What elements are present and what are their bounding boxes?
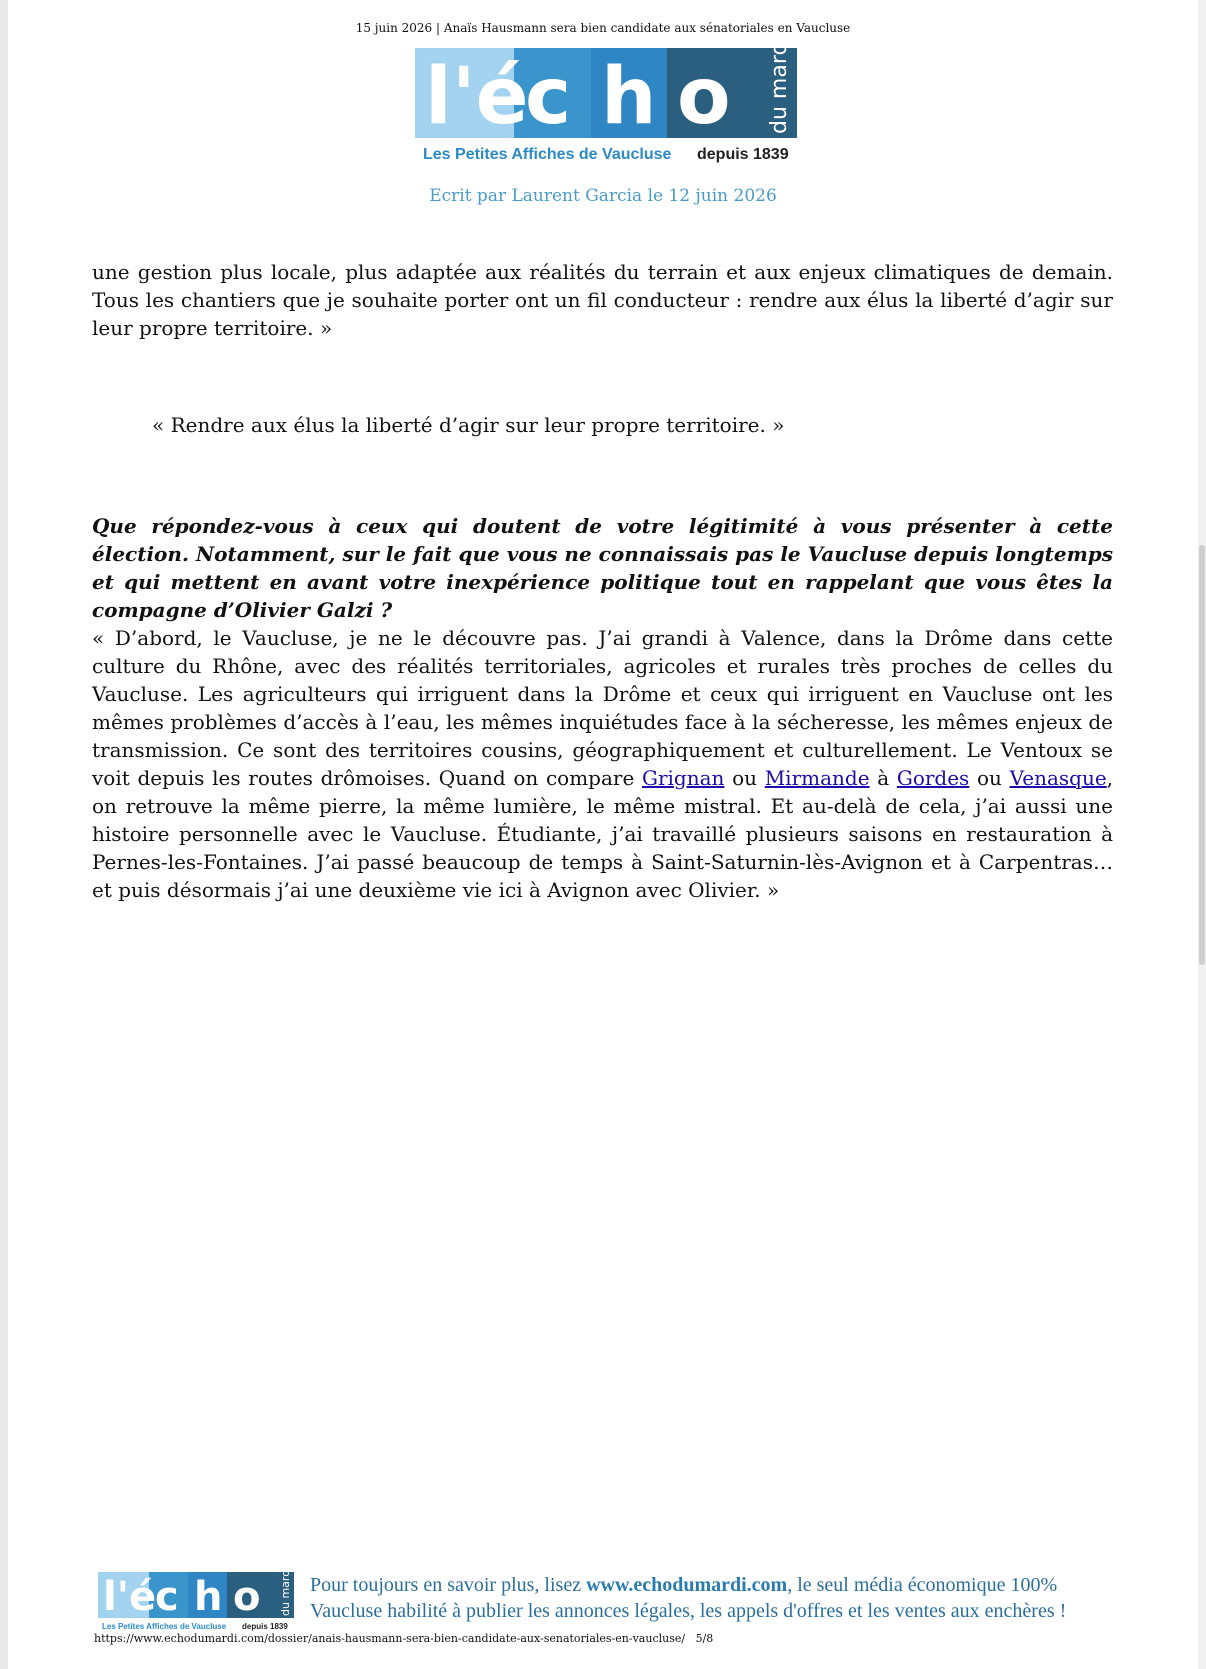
footer-logo-tagline-right: depuis 1839 bbox=[242, 1622, 288, 1631]
link-venasque[interactable]: Venasque bbox=[1009, 766, 1107, 790]
logo-letter-h: h bbox=[601, 52, 657, 142]
promo-prefix: Pour toujours en savoir plus, lisez bbox=[310, 1574, 587, 1596]
footer-url-text: https://www.echodumardi.com/dossier/anais-hausmann-sera-bien-candidate-aux-senatoriales-en-vaucluse/ bbox=[94, 1632, 686, 1645]
header-logo bbox=[415, 35, 797, 168]
promo-suffix: , le seul média économique 100% Vaucluse habilité à publier les annonces légales, les appels d'offres et les ventes aux enchères ! bbox=[310, 1574, 1067, 1622]
link-mirmande[interactable]: Mirmande bbox=[764, 766, 870, 790]
logo-letter-c: c bbox=[525, 52, 572, 142]
logo-letter-le: l'é bbox=[425, 52, 529, 142]
answer-sep-2: à bbox=[869, 766, 897, 790]
promo-site-link[interactable]: www.echodumardi.com bbox=[586, 1574, 788, 1596]
footer-logo-side-text: du mardi bbox=[279, 1566, 292, 1616]
footer-promo bbox=[310, 1572, 1110, 1624]
answer-sep-3: ou bbox=[969, 766, 1010, 790]
interview-answer bbox=[92, 624, 1113, 904]
scrollbar-thumb[interactable] bbox=[1199, 545, 1205, 965]
footer-logo-letter-o: o bbox=[233, 1574, 261, 1620]
answer-text-1: « D’abord, le Vaucluse, je ne le découvre pas. J’ai grandi à Valence, dans la Drôme dans cette culture du Rhône, avec des réalités territoriales, agricoles et rurales très proches de celles du Vaucluse. Les agriculteurs qui irriguent dans la Drôme et ceux qui irriguent en Vaucluse ont les mêmes problèmes d’accès à l’eau, les mêmes inquiétudes face à la sécheresse, les mêmes enjeux de transmission. Ce sont des territoires cousins, géographiquement et culturellement. Le Ventoux se voit depuis les routes drômoises. Quand on compare bbox=[92, 626, 1113, 790]
logo-letter-o: o bbox=[677, 52, 731, 142]
footer-logo-letter-le: l'é bbox=[103, 1574, 157, 1620]
footer-logo bbox=[98, 1566, 294, 1634]
link-grignan[interactable]: Grignan bbox=[641, 766, 725, 790]
scrollbar[interactable] bbox=[1198, 0, 1206, 1669]
interview-question: Que répondez-vous à ceux qui doutent de votre légitimité à vous présenter à cette élection. Notamment, sur le fait que vous ne connaissais pas le Vaucluse depuis longtemps et qui mettent en avant votre inexpérience politique tout en rappelant que vous êtes la compagne d’Olivier Galzi ? bbox=[92, 514, 1113, 622]
footer-url bbox=[94, 1632, 713, 1645]
logo-tagline-left: Les Petites Affiches de Vaucluse bbox=[423, 146, 672, 163]
answer-text-2: , on retrouve la même pierre, la même lumière, le même mistral. Et au-delà de cela, j’ai aussi une histoire personnelle avec le Vaucluse. Étudiante, j’ai travaillé plusieurs saisons en restauration à Pernes-les-Fontaines. J’ai passé beaucoup de temps à Saint-Saturnin-lès-Avignon et à Carpentras… et puis désormais j’ai une deuxième vie ici à Avignon avec Olivier. » bbox=[92, 766, 1114, 902]
logo-tagline-right: depuis 1839 bbox=[697, 146, 789, 163]
pdf-page bbox=[8, 0, 1198, 1669]
running-header: 15 juin 2026 | Anaïs Hausmann sera bien candidate aux sénatoriales en Vaucluse bbox=[355, 21, 851, 35]
logo-side-text: du mardi bbox=[767, 35, 792, 134]
footer-page-number: 5/8 bbox=[695, 1632, 714, 1645]
answer-sep-1: ou bbox=[724, 766, 765, 790]
byline: Ecrit par Laurent Garcia le 12 juin 2026 bbox=[429, 186, 777, 206]
footer-logo-letter-c: c bbox=[155, 1574, 179, 1620]
link-gordes[interactable]: Gordes bbox=[896, 766, 970, 790]
footer-logo-letter-h: h bbox=[194, 1574, 223, 1620]
footer-logo-tagline-left: Les Petites Affiches de Vaucluse bbox=[102, 1622, 227, 1631]
pull-quote: « Rendre aux élus la liberté d’agir sur leur propre territoire. » bbox=[152, 413, 785, 437]
body-paragraph: une gestion plus locale, plus adaptée aux réalités du terrain et aux enjeux climatiques de demain. Tous les chantiers que je souhaite porter ont un fil conducteur : rendre aux élus la liberté d’agir sur leur propre territoire. » bbox=[92, 260, 1113, 340]
